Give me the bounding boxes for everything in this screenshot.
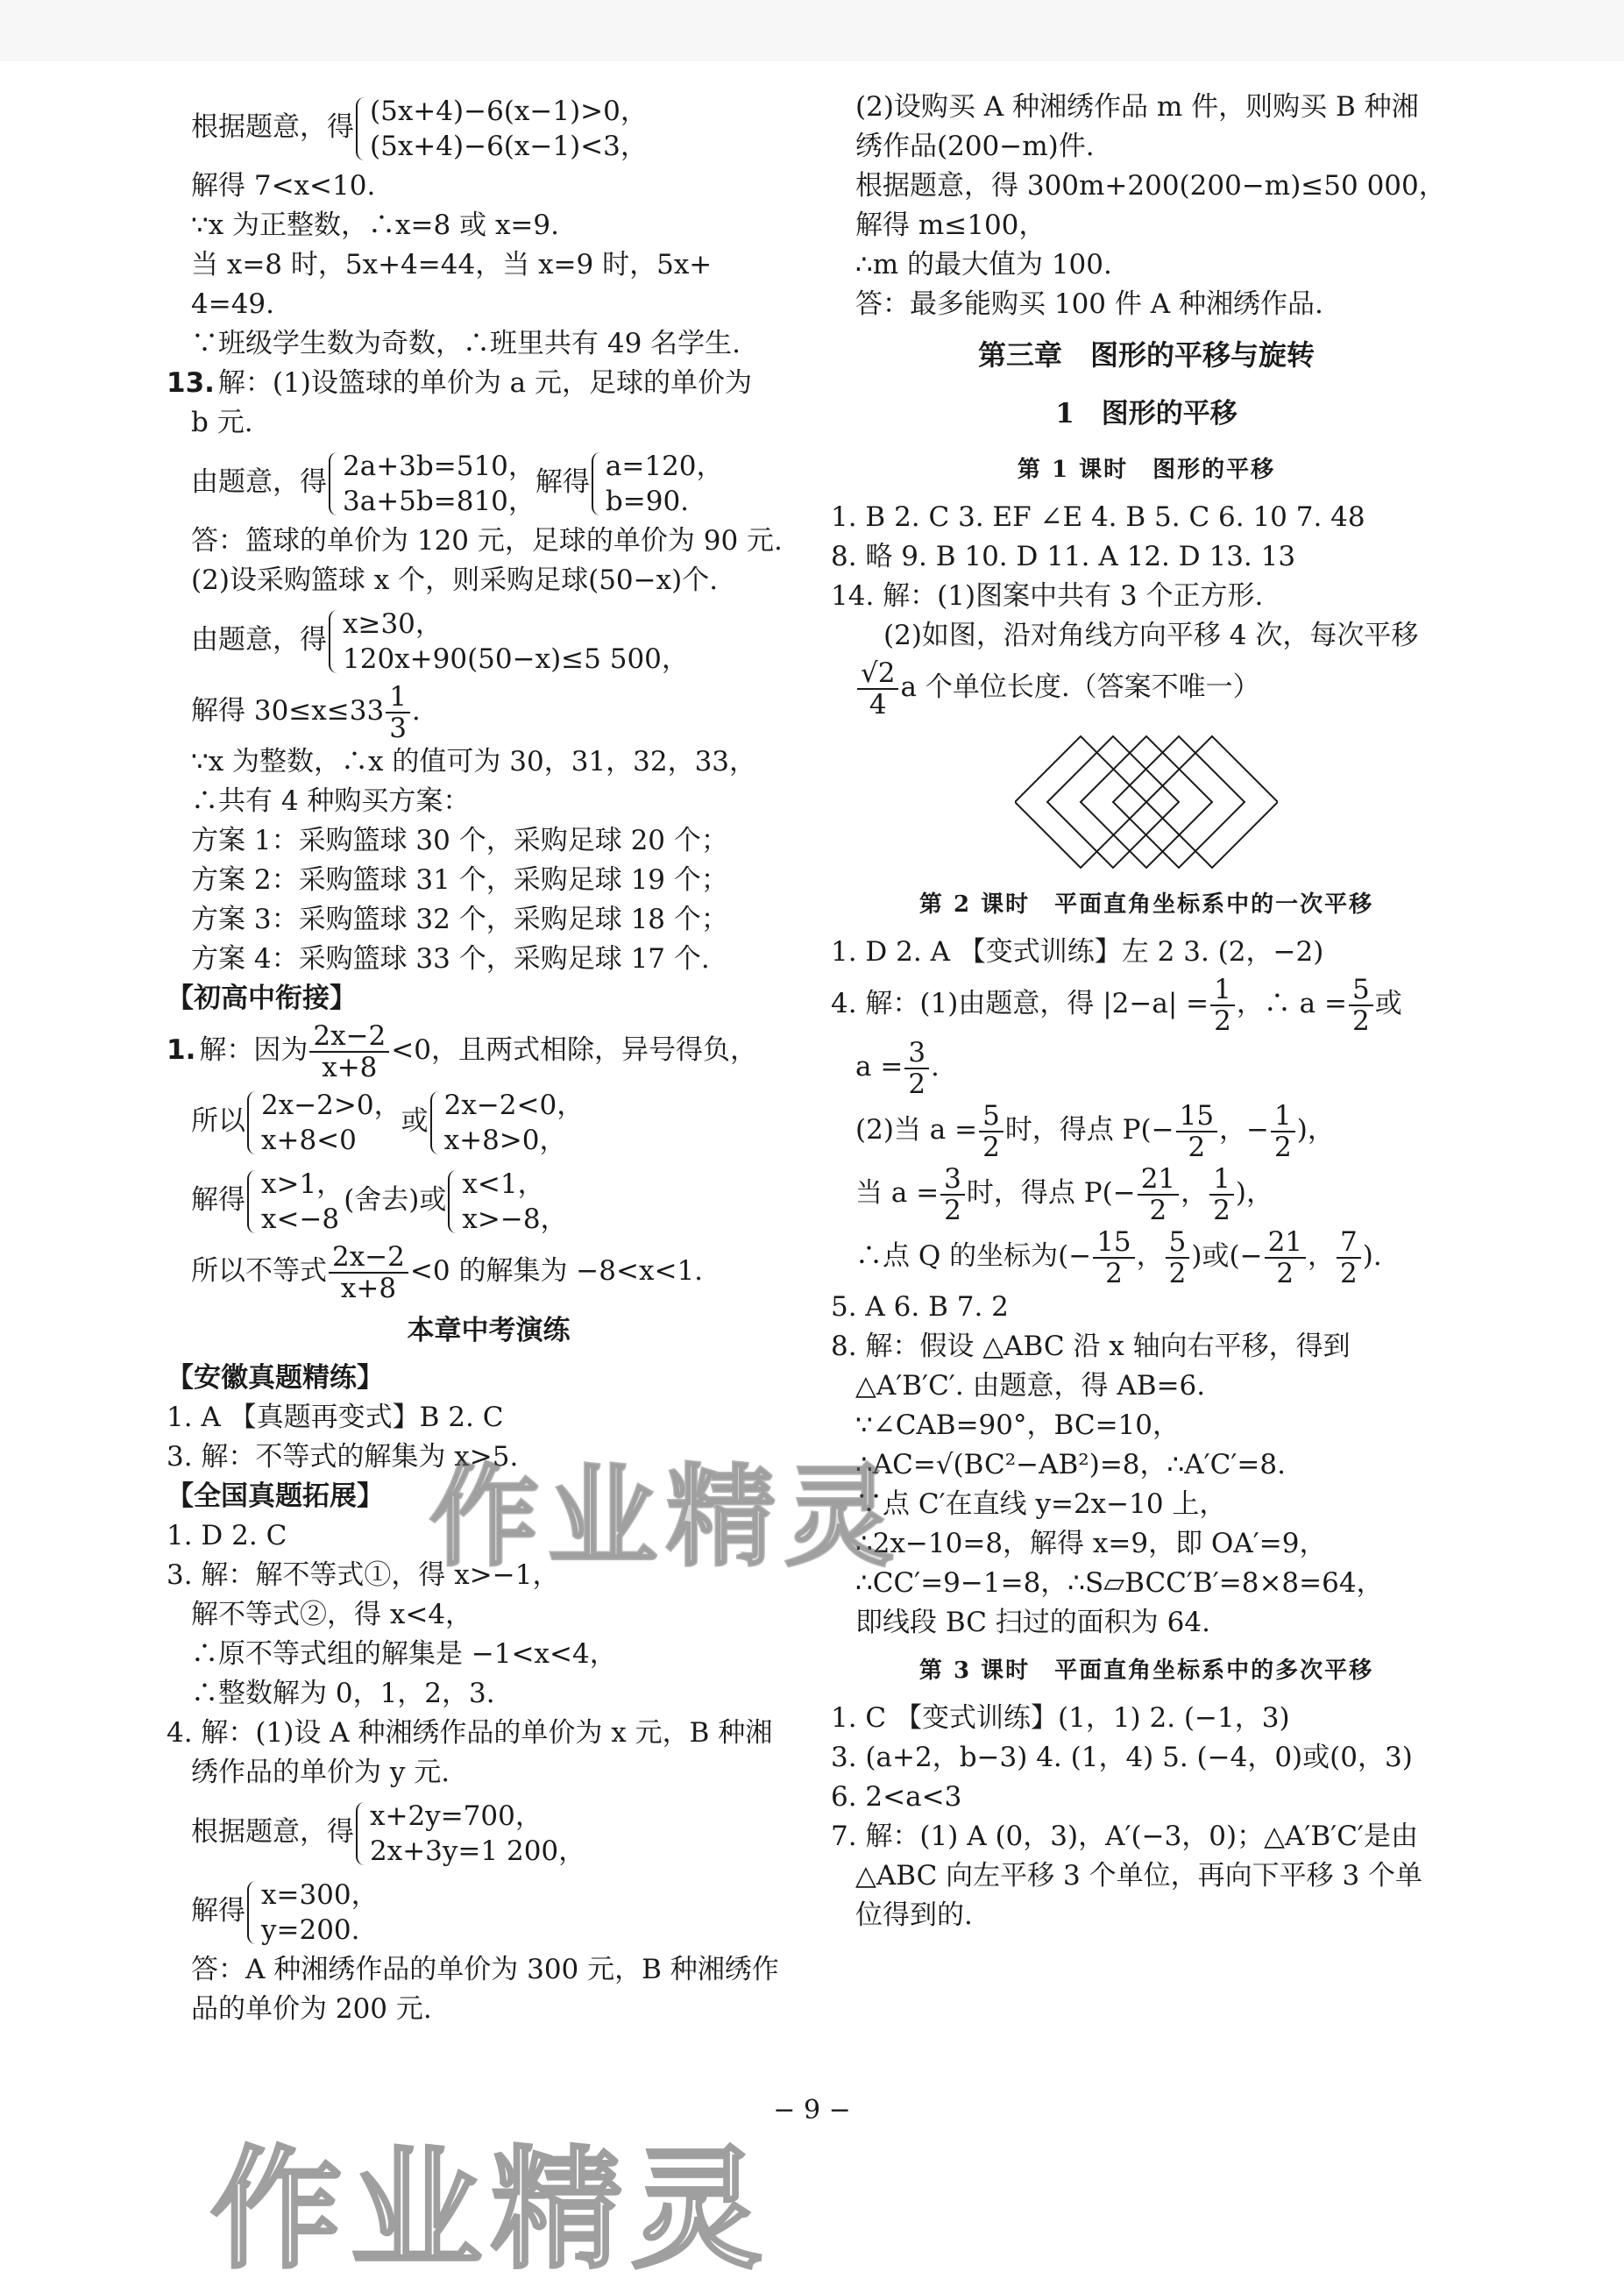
text-line: ∵点 C′在直线 y=2x−10 上，	[855, 1488, 1227, 1520]
text: 解得	[191, 1895, 245, 1927]
text-line: 答：最多能购买 100 件 A 种湘绣作品.	[855, 288, 1323, 320]
answer-line: 1. C 【变式训练】(1，1) 2. (−1，3)	[831, 1702, 1290, 1734]
text-line	[831, 1225, 1462, 1288]
eq: a=120，	[605, 450, 724, 482]
text-line	[167, 679, 811, 742]
equation-system	[354, 94, 648, 164]
fraction	[386, 682, 410, 743]
text-line: (2)设购买 A 种湘绣作品 m 件，则购买 B 种湘	[855, 91, 1419, 123]
answer-line: 1. A 【真题再变式】B 2. C	[167, 1402, 504, 1433]
numerator: 1	[1271, 1101, 1295, 1132]
text-line: ∴CC′=9−1=8，∴S▱BCC′B′=8×8=64，	[855, 1567, 1384, 1599]
numerator: 1	[1210, 975, 1235, 1006]
text: 或	[1374, 988, 1402, 1019]
eq: (5x+4)−6(x−1)<3，	[370, 130, 648, 162]
text: 解得	[535, 466, 590, 498]
equation-system	[354, 1799, 585, 1869]
eq: x+8>0，	[443, 1124, 567, 1156]
text: 由题意，得	[191, 624, 327, 656]
text-line: 8. 解：假设 △ABC 沿 x 轴向右平移，得到	[831, 1331, 1351, 1362]
text: 或	[401, 1105, 429, 1137]
text-line: b 元.	[191, 407, 253, 438]
text-line: 答：篮球的单价为 120 元，足球的单价为 90 元.	[191, 525, 783, 557]
text: <0，且两式相除，异号得负，	[391, 1034, 757, 1066]
equation-system	[327, 449, 535, 519]
plan-item: 方案 1：采购篮球 30 个，采购足球 20 个；	[191, 825, 728, 856]
text-line	[167, 1239, 811, 1303]
text: a =	[855, 1051, 904, 1083]
eq: x<−8	[261, 1203, 340, 1235]
answer-line: 1. B 2. C 3. EF ∠E 4. B 5. C 6. 10 7. 48	[831, 501, 1365, 533]
equation-system	[446, 1167, 567, 1237]
eq: 3a+5b=810，	[343, 485, 535, 517]
text: 所以不等式	[191, 1255, 327, 1287]
question-number: 1.	[167, 1034, 196, 1066]
text: 根据题意，得	[191, 111, 354, 143]
text: 根据题意，得	[191, 1816, 354, 1848]
text-line: 答：A 种湘绣作品的单价为 300 元，B 种湘绣作	[191, 1954, 779, 1985]
text-line	[167, 443, 811, 522]
denominator: x+8	[322, 1051, 378, 1083]
lesson-title: 第 1 课时 图形的平移	[1017, 457, 1276, 483]
text: ，	[1181, 1177, 1209, 1209]
text: )或(−	[1191, 1240, 1263, 1272]
lesson-title: 第 2 课时 平面直角坐标系中的一次平移	[918, 891, 1374, 918]
numerator: 5	[1349, 975, 1373, 1006]
text: <0 的解集为 −8<x<1.	[409, 1255, 704, 1287]
denominator: 2	[944, 1194, 961, 1226]
equation-system	[245, 1878, 379, 1948]
equation-system	[245, 1088, 401, 1158]
text-line: ∴原不等式组的解集是 −1<x<4，	[191, 1638, 617, 1670]
answer-line: 1. D 2. A 【变式训练】左 2 3. (2，−2)	[831, 936, 1324, 968]
fraction	[1166, 1227, 1190, 1288]
text: 4. 解：(1)由题意，得 |2−a| =	[831, 988, 1209, 1019]
eq: x>1，	[261, 1168, 344, 1200]
left-column	[167, 88, 811, 2029]
numerator: 5	[979, 1101, 1003, 1132]
plan-item: 方案 2：采购篮球 31 个，采购足球 19 个；	[191, 864, 728, 896]
text-line: 7. 解：(1) A (0，3)，A′(−3，0)；△A′B′C′是由	[831, 1821, 1418, 1852]
text-line	[167, 600, 811, 679]
eq: x<1，	[462, 1168, 545, 1200]
numerator: √2	[857, 658, 898, 690]
text-line: △ABC 向左平移 3 个单位，再向下平移 3 个单	[855, 1860, 1423, 1892]
numerator: 15	[1093, 1227, 1134, 1259]
text-line: 4. 解：(1)设 A 种湘绣作品的单价为 x 元，B 种湘	[167, 1717, 773, 1749]
eq: b=90.	[605, 485, 690, 517]
text-line	[167, 1082, 811, 1161]
numerator: 1	[1209, 1164, 1234, 1196]
numerator: 1	[386, 682, 410, 713]
denominator: 3	[389, 712, 407, 744]
fraction	[1138, 1164, 1179, 1225]
denominator: 4	[869, 688, 887, 721]
text: 解得	[191, 1184, 245, 1216]
text: 时，得点 P(−	[1004, 1114, 1174, 1146]
text-line: ∵班级学生数为奇数，∴班里共有 49 名学生.	[191, 328, 741, 359]
denominator: 2	[1274, 1131, 1292, 1163]
denominator: 2	[1214, 1005, 1231, 1037]
fraction	[1176, 1101, 1217, 1162]
eq: 120x+90(50−x)≤5 500，	[343, 642, 689, 675]
text-line: 解得 m≤100，	[855, 209, 1046, 241]
text-line	[831, 1035, 1462, 1098]
numerator: 2x−2	[309, 1021, 389, 1053]
text: ).	[1362, 1240, 1382, 1272]
fraction	[1093, 1227, 1134, 1288]
eq: x+2y=700，	[370, 1800, 543, 1832]
text: 所以	[191, 1105, 245, 1137]
text-line: 当 x=8 时，5x+4=44，当 x=9 时，5x+	[191, 249, 713, 280]
fraction	[979, 1101, 1003, 1162]
numerator: 3	[940, 1164, 965, 1196]
text-line: 根据题意，得 300m+200(200−m)≤50 000，	[855, 170, 1446, 202]
text-line: ∵∠CAB=90°，BC=10，	[855, 1409, 1181, 1441]
text: ，∴ a =	[1236, 988, 1347, 1019]
fraction	[1210, 975, 1235, 1036]
translated-squares-figure	[1015, 728, 1278, 877]
text-line: △A′B′C′. 由题意，得 AB=6.	[855, 1370, 1206, 1402]
text-line: 14. 解：(1)图案中共有 3 个正方形.	[831, 580, 1264, 612]
denominator: 2	[1168, 1257, 1187, 1289]
fraction	[1209, 1164, 1234, 1225]
answer-line: 8. 略 9. B 10. D 11. A 12. D 13. 13	[831, 541, 1296, 572]
top-scan-margin	[0, 0, 1624, 61]
text: 解得 30≤x≤33	[191, 695, 385, 727]
anhui-section-title: 【安徽真题精练】	[167, 1362, 384, 1394]
text-line: (2)设采购篮球 x 个，则采购足球(50−x)个.	[191, 564, 719, 596]
denominator: 2	[1352, 1005, 1370, 1037]
text: 由题意，得	[191, 466, 327, 498]
numerator: 3	[904, 1038, 929, 1069]
text-line: ∴m 的最大值为 100.	[855, 249, 1112, 280]
chapter-title: 第三章 图形的平移与旋转	[977, 338, 1315, 372]
text-line	[167, 88, 811, 167]
denominator: 2	[1188, 1131, 1206, 1163]
national-section-title: 【全国真题拓展】	[167, 1480, 384, 1512]
denominator: 2	[1149, 1194, 1167, 1226]
text: ∴点 Q 的坐标为(−	[855, 1240, 1092, 1272]
denominator: 2	[982, 1131, 1000, 1163]
text-line: 绣作品(200−m)件.	[855, 131, 1095, 162]
text: .	[931, 1051, 940, 1083]
fraction	[940, 1164, 965, 1225]
numerator: 21	[1138, 1164, 1179, 1196]
eq: x+8<0	[261, 1124, 357, 1156]
question-number: 13.	[167, 367, 215, 399]
denominator: 2	[1276, 1257, 1294, 1289]
plan-item: 方案 3：采购篮球 32 个，采购足球 18 个；	[191, 904, 728, 935]
text-line	[167, 1871, 811, 1950]
page-number: − 9 −	[773, 2095, 851, 2126]
text: ，	[1308, 1240, 1336, 1272]
text: 时，得点 P(−	[966, 1177, 1136, 1209]
text: )，	[1296, 1114, 1335, 1146]
text-line	[167, 1019, 811, 1082]
equation-system	[590, 449, 724, 519]
text-line	[831, 1161, 1462, 1225]
section-title: 1 图形的平移	[1055, 398, 1238, 429]
question-13	[167, 364, 811, 403]
text-line: ∴AC=√(BC²−AB²)=8，∴A′C′=8.	[855, 1449, 1286, 1480]
text-line: 解得 7<x<10.	[191, 170, 376, 202]
watermark: 作业精灵	[429, 1454, 903, 1581]
text-line: ∵x 为整数，∴x 的值可为 30，31，32，33，	[191, 746, 757, 777]
answer-line: 6. 2<a<3	[831, 1781, 962, 1813]
fraction	[857, 658, 898, 720]
eq: x≥30，	[343, 607, 443, 640]
eq: 2x+3y=1 200，	[370, 1835, 586, 1867]
text-line: ∴2x−10=8，解得 x=9，即 OA′=9，	[855, 1528, 1327, 1559]
answer-line: 3. (a+2，b−3) 4. (1，4) 5. (−4，0)或(0，3)	[831, 1742, 1413, 1773]
text-line: 绣作品的单价为 y 元.	[191, 1757, 450, 1788]
answer-line: 3. 解：不等式的解集为 x>5.	[167, 1441, 519, 1473]
eq: (5x+4)−6(x−1)>0，	[370, 95, 648, 127]
fraction	[309, 1021, 389, 1083]
plan-item: 方案 4：采购篮球 33 个，采购足球 17 个.	[191, 943, 710, 975]
text-line	[831, 1098, 1462, 1161]
text-line	[831, 972, 1462, 1035]
fraction	[1271, 1101, 1295, 1162]
equation-system	[429, 1088, 585, 1158]
fraction	[329, 1242, 408, 1303]
watermark: 作业精灵	[210, 2134, 772, 2287]
lesson-title: 第 3 课时 平面直角坐标系中的多次平移	[918, 1658, 1374, 1684]
text-line: 3. 解：解不等式①，得 x>−1，	[167, 1559, 560, 1591]
chapter-review-heading: 本章中考演练	[407, 1315, 571, 1346]
text-line: (2)如图，沿对角线方向平移 4 次，每次平移	[883, 620, 1419, 651]
numerator: 15	[1176, 1101, 1217, 1132]
text-line: ∴整数解为 0，1，2，3.	[191, 1678, 495, 1709]
section-bridge-title: 【初高中衔接】	[167, 983, 357, 1014]
denominator: x+8	[340, 1272, 397, 1304]
text: .	[411, 695, 421, 727]
text-line	[167, 1793, 811, 1871]
numerator: 2x−2	[329, 1242, 408, 1274]
eq: y=200.	[261, 1913, 360, 1946]
text-line: 4=49.	[191, 288, 274, 320]
text-line	[831, 656, 1462, 719]
equation-system	[327, 607, 689, 677]
text: (2)当 a =	[855, 1114, 978, 1146]
text: ，	[1136, 1240, 1164, 1272]
eq: 2x−2<0，	[443, 1089, 585, 1121]
text: )，	[1235, 1177, 1273, 1209]
answer-line: 5. A 6. B 7. 2	[831, 1291, 1009, 1323]
fraction	[1337, 1227, 1361, 1288]
text: (舍去)或	[344, 1184, 447, 1216]
text-line: 位得到的.	[855, 1899, 973, 1931]
text-line: ∵x 为正整数，∴x=8 或 x=9.	[191, 209, 559, 241]
text: 当 a =	[855, 1177, 940, 1209]
text-line: 即线段 BC 扫过的面积为 64.	[855, 1607, 1210, 1638]
right-column	[831, 88, 1462, 1935]
eq: 2a+3b=510，	[343, 450, 535, 482]
eq: 2x−2>0，	[261, 1089, 401, 1121]
text: ，−	[1219, 1114, 1270, 1146]
denominator: 2	[1105, 1257, 1123, 1289]
text: 解：因为	[199, 1034, 308, 1066]
numerator: 7	[1337, 1227, 1361, 1259]
denominator: 2	[1340, 1257, 1358, 1289]
text: a 个单位长度.（答案不唯一）	[900, 671, 1260, 703]
text-line: ∴共有 4 种购买方案：	[191, 785, 471, 817]
text: 解：(1)设篮球的单价为 a 元，足球的单价为	[217, 367, 753, 399]
numerator: 21	[1265, 1227, 1306, 1259]
text-line: 品的单价为 200 元.	[191, 1993, 432, 2025]
denominator: 2	[1213, 1194, 1230, 1226]
fraction	[1349, 975, 1373, 1036]
fraction	[904, 1038, 929, 1099]
eq: x>−8，	[462, 1203, 568, 1235]
eq: x=300，	[261, 1878, 379, 1911]
equation-system	[245, 1167, 344, 1237]
text-line	[167, 1161, 811, 1239]
text-line: 解不等式②，得 x<4，	[191, 1599, 473, 1630]
numerator: 5	[1166, 1227, 1190, 1259]
answer-line: 1. D 2. C	[167, 1520, 287, 1551]
fraction	[1265, 1227, 1306, 1288]
denominator: 2	[908, 1068, 926, 1100]
